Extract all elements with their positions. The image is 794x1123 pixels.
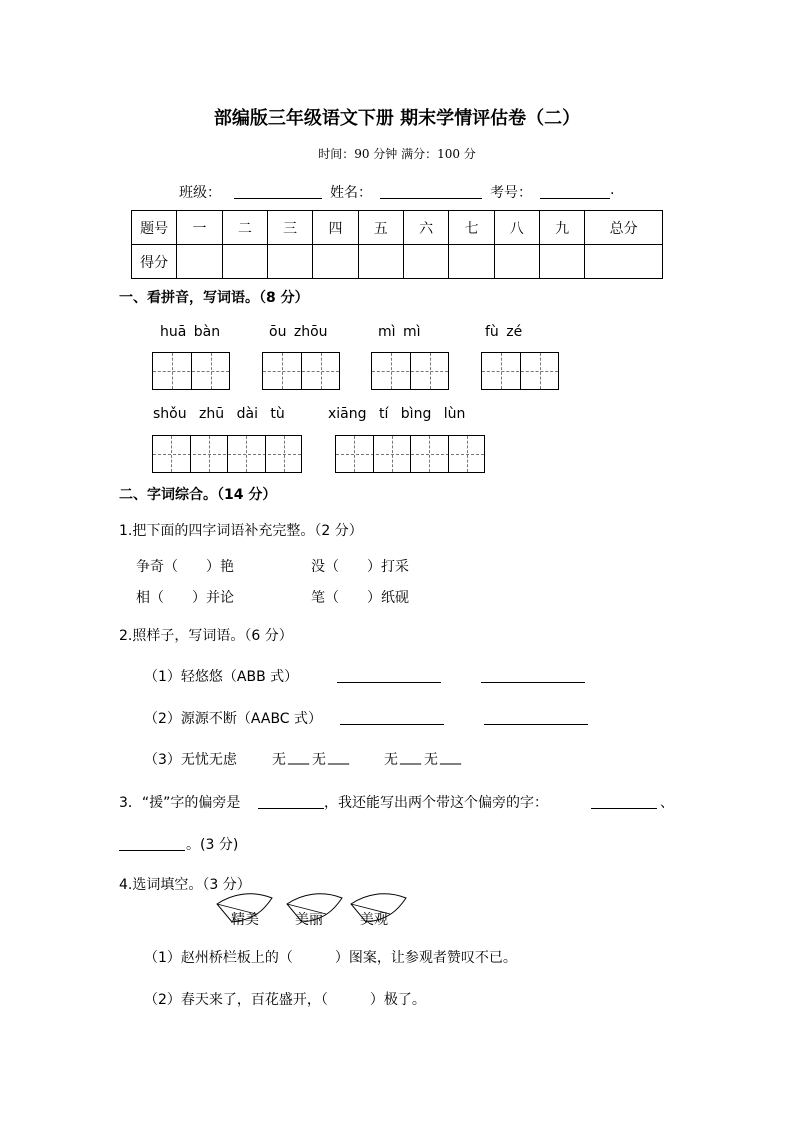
class-field[interactable] xyxy=(234,184,322,199)
wu-char: 无 xyxy=(272,752,286,768)
idiom-item: 争奇（ ）艳 xyxy=(136,559,234,575)
score-table-col: 八 xyxy=(494,211,539,245)
score-cell[interactable] xyxy=(267,245,312,279)
score-table-row-label: 题号 xyxy=(132,211,177,245)
q2-item: （2）源源不断（AABC 式） xyxy=(144,711,323,727)
word-option: 美丽 xyxy=(295,912,323,928)
answer-blank[interactable] xyxy=(484,710,588,725)
wu-char: 无 xyxy=(384,752,398,768)
score-cell[interactable] xyxy=(539,245,584,279)
score-table-col: 总分 xyxy=(585,211,663,245)
exam-title: 部编版三年级语文下册 期末学情评估卷（二） xyxy=(213,108,581,129)
writing-grid-2[interactable] xyxy=(152,352,230,390)
wu-gap[interactable]: ___ xyxy=(440,749,461,765)
word-option: 精美 xyxy=(231,912,259,928)
answer-blank[interactable] xyxy=(258,794,324,809)
wu-char: 无 xyxy=(424,752,438,768)
wu-gap[interactable]: ___ xyxy=(288,749,309,765)
name-field[interactable] xyxy=(380,184,482,199)
number-label: 考号： xyxy=(490,185,532,201)
q3-text-a: 3．“援”字的偏旁是 xyxy=(119,795,241,811)
name-label: 姓名： xyxy=(330,185,372,201)
score-cell[interactable] xyxy=(313,245,358,279)
score-table-header-row xyxy=(132,211,663,245)
answer-blank[interactable] xyxy=(340,710,444,725)
wu-char: 无 xyxy=(312,752,326,768)
pinyin-label: xiāng tí bìng lùn xyxy=(328,406,466,422)
writing-grid-2[interactable] xyxy=(481,352,559,390)
q3-text-d: 。(3 分) xyxy=(186,837,239,853)
q2-item: （3）无忧无虑 xyxy=(144,752,237,768)
writing-grid-4[interactable] xyxy=(152,435,302,473)
idiom-item: 相（ ）并论 xyxy=(136,590,234,606)
pinyin-label: huā bàn xyxy=(160,324,221,340)
pinyin-label: ōu zhōu xyxy=(269,324,328,340)
wu-gap[interactable]: ___ xyxy=(400,749,421,765)
score-table-col: 一 xyxy=(177,211,222,245)
section2-heading: 二、字词综合。（14 分） xyxy=(119,487,277,503)
idiom-item: 没（ ）打采 xyxy=(311,559,409,575)
pinyin-label: fù zé xyxy=(485,324,523,340)
q3-text-c: 、 xyxy=(660,795,674,811)
word-option: 美观 xyxy=(360,912,388,928)
q2-item: （1）轻悠悠（ABB 式） xyxy=(144,669,299,685)
writing-grid-2[interactable] xyxy=(262,352,340,390)
answer-blank[interactable] xyxy=(337,668,441,683)
score-cell[interactable] xyxy=(222,245,267,279)
end-dot: . xyxy=(610,182,615,198)
score-table-col: 九 xyxy=(539,211,584,245)
score-cell[interactable] xyxy=(449,245,494,279)
score-cell[interactable] xyxy=(403,245,448,279)
score-table-col: 三 xyxy=(267,211,312,245)
writing-grid-2[interactable] xyxy=(371,352,449,390)
score-table-col: 七 xyxy=(449,211,494,245)
q3-text-b: ，我还能写出两个带这个偏旁的字： xyxy=(324,795,548,811)
score-table-col: 五 xyxy=(358,211,403,245)
q4-item: （2）春天来了，百花盛开，（ ）极了。 xyxy=(144,992,426,1008)
number-field[interactable] xyxy=(540,184,610,199)
exam-time-score: 时间：90 分钟 满分：100 分 xyxy=(318,147,476,161)
q1-prompt: 1.把下面的四字词语补充完整。（2 分） xyxy=(119,523,363,539)
section1-heading: 一、看拼音，写词语。（8 分） xyxy=(119,290,309,306)
score-cell[interactable] xyxy=(585,245,663,279)
answer-blank[interactable] xyxy=(119,836,185,851)
q4-item: （1）赵州桥栏板上的（ ）图案，让参观者赞叹不已。 xyxy=(144,950,517,966)
idiom-item: 笔（ ）纸砚 xyxy=(311,590,409,606)
wu-gap[interactable]: ___ xyxy=(328,749,349,765)
writing-grid-4[interactable] xyxy=(335,435,485,473)
q4-prompt: 4.选词填空。（3 分） xyxy=(119,877,251,893)
score-table xyxy=(131,210,663,279)
score-table-col: 二 xyxy=(222,211,267,245)
score-table-col: 四 xyxy=(313,211,358,245)
pinyin-label: mì mì xyxy=(378,324,421,340)
score-table-col: 六 xyxy=(403,211,448,245)
score-table-row-label: 得分 xyxy=(132,245,177,279)
pinyin-label: shǒu zhū dài tù xyxy=(153,406,285,422)
answer-blank[interactable] xyxy=(591,794,657,809)
class-label: 班级： xyxy=(179,185,221,201)
score-table-score-row xyxy=(132,245,663,279)
q2-prompt: 2.照样子，写词语。（6 分） xyxy=(119,628,293,644)
score-cell[interactable] xyxy=(177,245,222,279)
score-cell[interactable] xyxy=(494,245,539,279)
score-cell[interactable] xyxy=(358,245,403,279)
answer-blank[interactable] xyxy=(481,668,585,683)
